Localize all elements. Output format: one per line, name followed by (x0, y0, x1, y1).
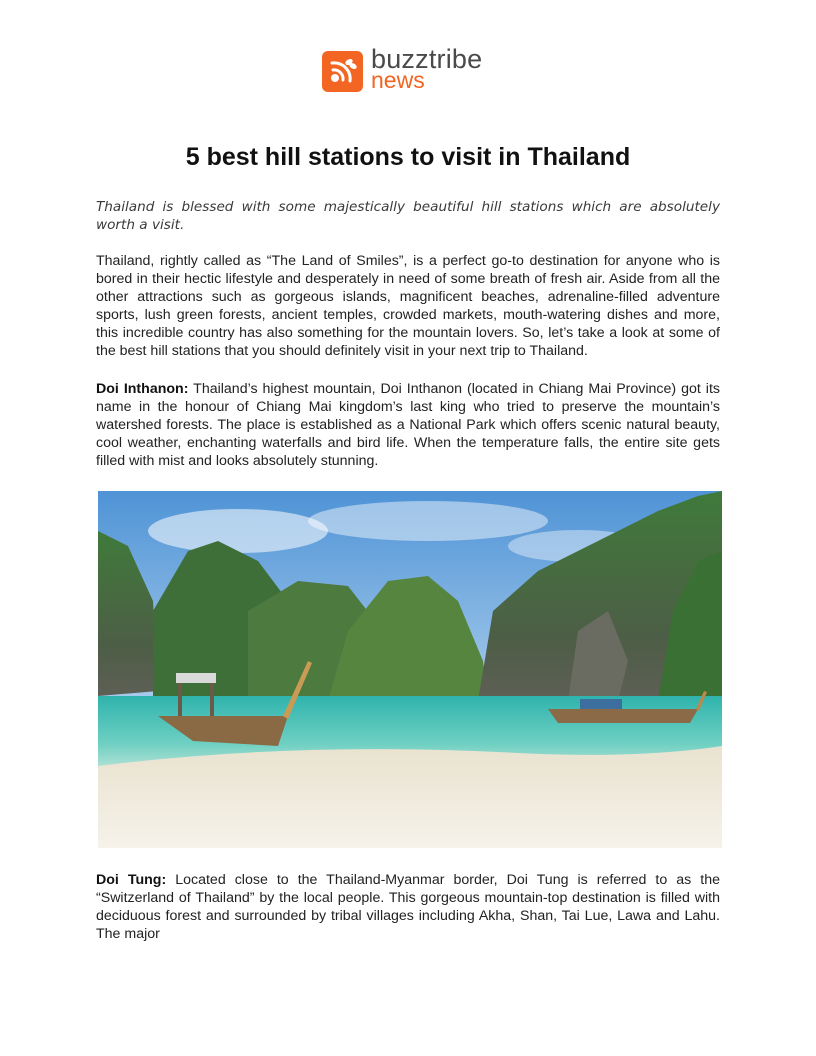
section-doi-tung (96, 871, 720, 943)
article-photo (98, 491, 722, 848)
article-title: 5 best hill stations to visit in Thailand (185, 143, 631, 171)
wifi-bee-icon (322, 51, 363, 92)
section-body: Located close to the Thailand-Myanmar border, Doi Tung is referred to as the “Switzerland of Thailand” by the local people. This gorgeous mountain-top destination is filled with deciduous forest and surrounded by tribal villages including Akha, Shan, Tai Lue, Lawa and Lahu. The major (96, 872, 720, 942)
brand-logo (322, 46, 482, 92)
section-heading: Doi Tung: (96, 872, 167, 888)
section-heading: Doi Inthanon: (96, 381, 189, 397)
brand-wordmark (371, 46, 482, 92)
brand-name: buzztribe (371, 44, 483, 74)
article-subtitle: Thailand is blessed with some majestically beautiful hill stations which are absolutely worth a visit. (96, 199, 720, 233)
section-doi-inthanon (96, 380, 720, 470)
article-intro: Thailand, rightly called as “The Land of Smiles”, is a perfect go-to destination for anyone who is bored in their hectic lifestyle and desperately in need of some breath of fresh air. Aside from all the other attractions such as gorgeous islands, magnificent beaches, adrenaline-filled adventure sports, lush green forests, ancient temples, crowded markets, mouth-watering dishes and more, this incredible country has also something for the mountain lovers. So, let’s take a look at some of the best hill stations that you should definitely visit in your next trip to Thailand. (96, 253, 720, 359)
brand-subname: news (371, 67, 425, 93)
section-body: Thailand’s highest mountain, Doi Inthanon (located in Chiang Mai Province) got its name in the honour of Chiang Mai kingdom’s last king who tried to preserve the mountain’s watershed forests. The place is established as a National Park which offers scenic natural beauty, cool weather, enchanting waterfalls and bird life. When the temperature falls, the entire site gets filled with mist and looks absolutely stunning. (96, 381, 720, 469)
